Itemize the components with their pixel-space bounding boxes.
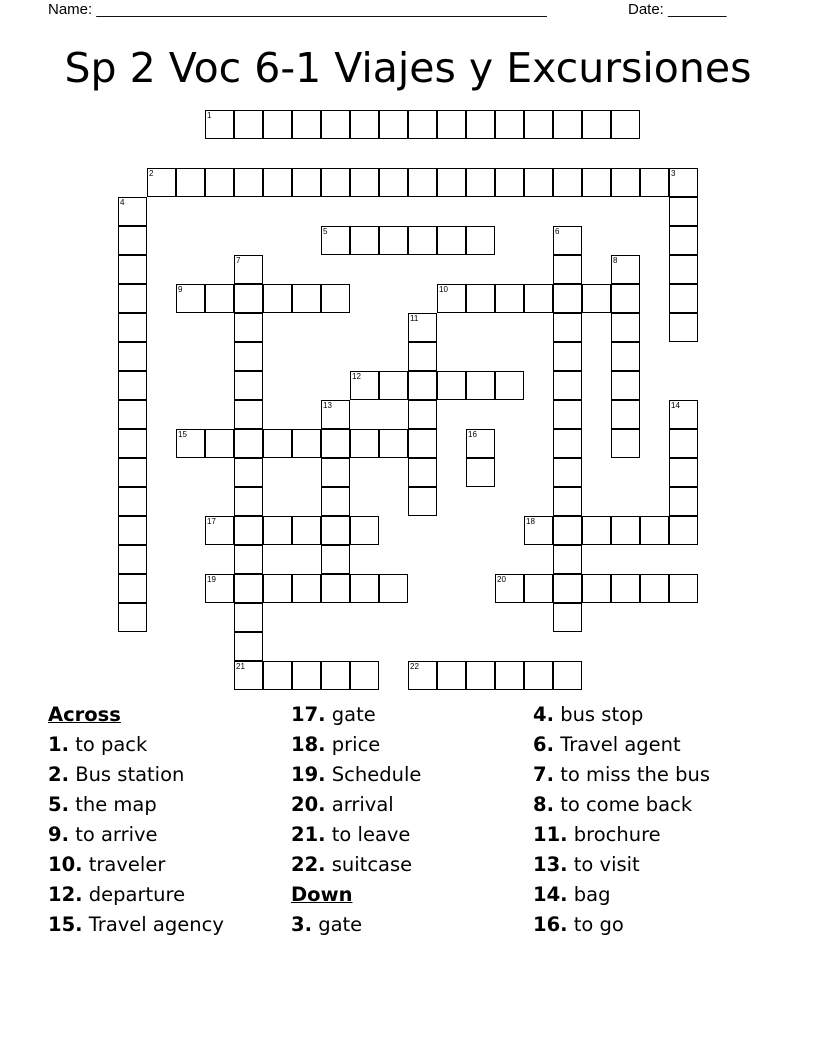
clue-number: 1. — [48, 733, 69, 756]
grid-cell[interactable] — [437, 661, 466, 690]
grid-cell[interactable] — [263, 661, 292, 690]
clue-text: Schedule — [331, 763, 422, 786]
grid-cell[interactable] — [524, 661, 553, 690]
clue-number: 18. — [291, 733, 326, 756]
grid-cell[interactable] — [118, 284, 147, 313]
grid-cell[interactable] — [669, 487, 698, 516]
grid-cell[interactable] — [118, 516, 147, 545]
clue-section-heading — [48, 700, 224, 730]
clue-number: 3. — [291, 913, 312, 936]
grid-cell[interactable] — [205, 110, 234, 139]
grid-cell[interactable] — [205, 574, 234, 603]
grid-cell[interactable] — [524, 110, 553, 139]
clue-item — [48, 730, 224, 760]
grid-cell[interactable] — [350, 429, 379, 458]
grid-cell[interactable] — [669, 168, 698, 197]
grid-cell[interactable] — [466, 284, 495, 313]
clue-item — [291, 730, 421, 760]
cell-number: 1 — [207, 111, 212, 120]
clue-number: 13. — [533, 853, 568, 876]
grid-cell[interactable] — [466, 429, 495, 458]
clue-number: 16. — [533, 913, 568, 936]
grid-cell[interactable] — [118, 603, 147, 632]
grid-cell[interactable] — [292, 661, 321, 690]
grid-cell[interactable] — [234, 371, 263, 400]
grid-cell[interactable] — [669, 284, 698, 313]
grid-cell[interactable] — [379, 371, 408, 400]
grid-cell[interactable] — [118, 226, 147, 255]
grid-cell[interactable] — [234, 574, 263, 603]
clue-item — [533, 910, 710, 940]
grid-cell[interactable] — [466, 371, 495, 400]
grid-cell[interactable] — [234, 661, 263, 690]
grid-cell[interactable] — [582, 284, 611, 313]
grid-cell[interactable] — [350, 168, 379, 197]
grid-cell[interactable] — [582, 516, 611, 545]
grid-cell[interactable] — [553, 168, 582, 197]
grid-cell[interactable] — [234, 255, 263, 284]
clue-number: 12. — [48, 883, 83, 906]
cell-number: 22 — [410, 662, 419, 671]
grid-cell[interactable] — [263, 516, 292, 545]
grid-cell[interactable] — [118, 574, 147, 603]
clue-text: bus stop — [560, 703, 644, 726]
clue-text: to pack — [75, 733, 148, 756]
clue-item — [533, 790, 710, 820]
cell-number: 5 — [323, 227, 328, 236]
grid-cell[interactable] — [553, 545, 582, 574]
grid-cell[interactable] — [408, 168, 437, 197]
grid-cell[interactable] — [118, 400, 147, 429]
grid-cell[interactable] — [321, 574, 350, 603]
clue-text: price — [331, 733, 381, 756]
grid-cell[interactable] — [408, 487, 437, 516]
clue-item — [533, 700, 710, 730]
clue-text: arrival — [331, 793, 394, 816]
grid-cell[interactable] — [321, 400, 350, 429]
grid-cell[interactable] — [669, 226, 698, 255]
cell-number: 20 — [497, 575, 506, 584]
grid-cell[interactable] — [234, 516, 263, 545]
cell-number: 8 — [613, 256, 618, 265]
grid-cell[interactable] — [147, 168, 176, 197]
grid-cell[interactable] — [611, 313, 640, 342]
grid-cell[interactable] — [524, 284, 553, 313]
cell-number: 17 — [207, 517, 216, 526]
grid-cell[interactable] — [553, 371, 582, 400]
cell-number: 9 — [178, 285, 183, 294]
grid-cell[interactable] — [611, 255, 640, 284]
grid-cell[interactable] — [292, 574, 321, 603]
grid-cell[interactable] — [437, 168, 466, 197]
clue-number: 7. — [533, 763, 554, 786]
cell-number: 14 — [671, 401, 680, 410]
cell-number: 11 — [410, 314, 419, 323]
clue-text: Travel agent — [560, 733, 681, 756]
grid-cell[interactable] — [292, 284, 321, 313]
clue-item — [48, 790, 224, 820]
grid-cell[interactable] — [408, 371, 437, 400]
grid-cell[interactable] — [321, 458, 350, 487]
grid-cell[interactable] — [611, 429, 640, 458]
clue-text: Travel agency — [88, 913, 224, 936]
clue-text: to arrive — [75, 823, 158, 846]
grid-cell[interactable] — [408, 458, 437, 487]
grid-cell[interactable] — [437, 284, 466, 313]
grid-cell[interactable] — [234, 400, 263, 429]
clue-text: to come back — [560, 793, 693, 816]
cell-number: 2 — [149, 169, 154, 178]
grid-cell[interactable] — [205, 168, 234, 197]
clue-text: to leave — [331, 823, 411, 846]
clue-item — [291, 820, 421, 850]
clue-item — [533, 730, 710, 760]
grid-cell[interactable] — [292, 429, 321, 458]
clue-item — [291, 790, 421, 820]
grid-cell[interactable] — [234, 603, 263, 632]
grid-cell[interactable] — [321, 516, 350, 545]
grid-cell[interactable] — [118, 458, 147, 487]
grid-cell[interactable] — [553, 313, 582, 342]
grid-cell[interactable] — [466, 661, 495, 690]
clue-text: the map — [75, 793, 157, 816]
clue-item — [533, 880, 710, 910]
grid-cell[interactable] — [553, 226, 582, 255]
clue-number: 10. — [48, 853, 83, 876]
grid-cell[interactable] — [118, 342, 147, 371]
grid-cell[interactable] — [379, 110, 408, 139]
date-field[interactable]: Date: _______ — [628, 1, 727, 18]
grid-cell[interactable] — [234, 168, 263, 197]
grid-cell[interactable] — [118, 255, 147, 284]
clue-item — [533, 850, 710, 880]
grid-cell[interactable] — [292, 168, 321, 197]
cell-number: 15 — [178, 430, 187, 439]
grid-cell[interactable] — [640, 516, 669, 545]
grid-cell[interactable] — [118, 371, 147, 400]
grid-cell[interactable] — [553, 284, 582, 313]
grid-cell[interactable] — [379, 226, 408, 255]
clue-item — [533, 820, 710, 850]
grid-cell[interactable] — [582, 574, 611, 603]
clue-text: gate — [318, 913, 363, 936]
clue-section-heading — [291, 880, 421, 910]
grid-cell[interactable] — [408, 661, 437, 690]
clue-text: suitcase — [331, 853, 413, 876]
clue-item — [48, 880, 224, 910]
grid-cell[interactable] — [611, 342, 640, 371]
grid-cell[interactable] — [234, 313, 263, 342]
grid-cell[interactable] — [408, 342, 437, 371]
clue-number: 5. — [48, 793, 69, 816]
clue-number: 19. — [291, 763, 326, 786]
grid-cell[interactable] — [553, 574, 582, 603]
grid-cell[interactable] — [321, 168, 350, 197]
grid-cell[interactable] — [553, 516, 582, 545]
grid-cell[interactable] — [553, 429, 582, 458]
grid-cell[interactable] — [553, 603, 582, 632]
cell-number: 7 — [236, 256, 241, 265]
grid-cell[interactable] — [437, 110, 466, 139]
grid-cell[interactable] — [669, 255, 698, 284]
grid-cell[interactable] — [118, 313, 147, 342]
grid-cell[interactable] — [495, 110, 524, 139]
clue-number: 20. — [291, 793, 326, 816]
grid-cell[interactable] — [205, 284, 234, 313]
cell-number: 12 — [352, 372, 361, 381]
grid-cell[interactable] — [118, 429, 147, 458]
clue-number: 22. — [291, 853, 326, 876]
grid-cell[interactable] — [379, 429, 408, 458]
clue-number: 21. — [291, 823, 326, 846]
grid-cell[interactable] — [234, 429, 263, 458]
cell-number: 10 — [439, 285, 448, 294]
grid-cell[interactable] — [321, 429, 350, 458]
clue-item — [48, 850, 224, 880]
grid-cell[interactable] — [437, 226, 466, 255]
grid-cell[interactable] — [321, 226, 350, 255]
grid-cell[interactable] — [350, 574, 379, 603]
clue-number: 14. — [533, 883, 568, 906]
grid-cell[interactable] — [611, 371, 640, 400]
grid-cell[interactable] — [495, 661, 524, 690]
grid-cell[interactable] — [118, 197, 147, 226]
grid-cell[interactable] — [553, 661, 582, 690]
cell-number: 3 — [671, 169, 676, 178]
grid-cell[interactable] — [669, 458, 698, 487]
clue-item — [291, 700, 421, 730]
grid-cell[interactable] — [350, 371, 379, 400]
clue-item — [48, 760, 224, 790]
clue-number: 8. — [533, 793, 554, 816]
grid-cell[interactable] — [408, 110, 437, 139]
clue-text: to miss the bus — [560, 763, 710, 786]
grid-cell[interactable] — [379, 168, 408, 197]
grid-cell[interactable] — [263, 574, 292, 603]
grid-cell[interactable] — [582, 110, 611, 139]
clue-text: to go — [573, 913, 624, 936]
grid-cell[interactable] — [553, 487, 582, 516]
grid-cell[interactable] — [321, 661, 350, 690]
grid-cell[interactable] — [408, 313, 437, 342]
grid-cell[interactable] — [669, 516, 698, 545]
grid-cell[interactable] — [118, 487, 147, 516]
clue-number: 11. — [533, 823, 568, 846]
grid-cell[interactable] — [669, 400, 698, 429]
grid-cell[interactable] — [350, 661, 379, 690]
grid-cell[interactable] — [495, 284, 524, 313]
clues-column-2 — [291, 700, 421, 940]
grid-cell[interactable] — [524, 516, 553, 545]
grid-cell[interactable] — [466, 458, 495, 487]
grid-cell[interactable] — [118, 545, 147, 574]
clue-number: 17. — [291, 703, 326, 726]
grid-cell[interactable] — [321, 110, 350, 139]
grid-cell[interactable] — [263, 110, 292, 139]
grid-cell[interactable] — [205, 429, 234, 458]
clue-number: 2. — [48, 763, 69, 786]
cell-number: 4 — [120, 198, 125, 207]
clue-item — [291, 850, 421, 880]
grid-cell[interactable] — [553, 400, 582, 429]
grid-cell[interactable] — [350, 110, 379, 139]
grid-cell[interactable] — [234, 487, 263, 516]
grid-cell[interactable] — [176, 284, 205, 313]
grid-cell[interactable] — [408, 400, 437, 429]
grid-cell[interactable] — [495, 371, 524, 400]
clue-item — [291, 760, 421, 790]
grid-cell[interactable] — [408, 429, 437, 458]
cell-number: 19 — [207, 575, 216, 584]
grid-cell[interactable] — [379, 574, 408, 603]
grid-cell[interactable] — [176, 168, 205, 197]
clue-text: bag — [573, 883, 611, 906]
grid-cell[interactable] — [321, 545, 350, 574]
clue-text: traveler — [88, 853, 166, 876]
section-heading-text: Down — [291, 883, 353, 906]
grid-cell[interactable] — [263, 429, 292, 458]
grid-cell[interactable] — [234, 342, 263, 371]
clue-number: 4. — [533, 703, 554, 726]
grid-cell[interactable] — [611, 284, 640, 313]
grid-cell[interactable] — [611, 516, 640, 545]
grid-cell[interactable] — [263, 284, 292, 313]
grid-cell[interactable] — [553, 458, 582, 487]
grid-cell[interactable] — [321, 487, 350, 516]
page-title: Sp 2 Voc 6-1 Viajes y Excursiones — [64, 44, 752, 92]
grid-cell[interactable] — [640, 574, 669, 603]
grid-cell[interactable] — [553, 342, 582, 371]
grid-cell[interactable] — [553, 255, 582, 284]
clue-item — [533, 760, 710, 790]
grid-cell[interactable] — [582, 168, 611, 197]
clue-text: gate — [331, 703, 376, 726]
clue-item — [48, 910, 224, 940]
grid-cell[interactable] — [408, 226, 437, 255]
clue-text: to visit — [573, 853, 640, 876]
grid-cell[interactable] — [611, 168, 640, 197]
clue-number: 15. — [48, 913, 83, 936]
cell-number: 18 — [526, 517, 535, 526]
grid-cell[interactable] — [669, 313, 698, 342]
grid-cell[interactable] — [234, 545, 263, 574]
grid-cell[interactable] — [205, 516, 234, 545]
clue-text: brochure — [573, 823, 661, 846]
clue-item — [48, 820, 224, 850]
name-field[interactable]: Name: ______________________________________________________ — [48, 1, 547, 18]
grid-cell[interactable] — [611, 574, 640, 603]
clue-text: Bus station — [75, 763, 185, 786]
grid-cell[interactable] — [292, 516, 321, 545]
grid-cell[interactable] — [495, 168, 524, 197]
clues-column-1 — [48, 700, 224, 940]
clue-item — [291, 910, 421, 940]
grid-cell[interactable] — [466, 168, 495, 197]
grid-cell[interactable] — [263, 168, 292, 197]
clue-number: 9. — [48, 823, 69, 846]
grid-cell[interactable] — [350, 226, 379, 255]
cell-number: 21 — [236, 662, 245, 671]
grid-cell[interactable] — [437, 371, 466, 400]
clue-text: departure — [88, 883, 186, 906]
grid-cell[interactable] — [611, 400, 640, 429]
grid-cell[interactable] — [234, 110, 263, 139]
cell-number: 16 — [468, 430, 477, 439]
cell-number: 13 — [323, 401, 332, 410]
grid-cell[interactable] — [234, 632, 263, 661]
section-heading-text: Across — [48, 703, 121, 726]
grid-cell[interactable] — [234, 284, 263, 313]
grid-cell[interactable] — [669, 197, 698, 226]
grid-cell[interactable] — [640, 168, 669, 197]
grid-cell[interactable] — [669, 574, 698, 603]
clues-column-3 — [533, 700, 710, 940]
grid-cell[interactable] — [292, 110, 321, 139]
grid-cell[interactable] — [176, 429, 205, 458]
cell-number: 6 — [555, 227, 560, 236]
grid-cell[interactable] — [350, 516, 379, 545]
grid-cell[interactable] — [234, 458, 263, 487]
grid-cell[interactable] — [466, 110, 495, 139]
grid-cell[interactable] — [611, 110, 640, 139]
grid-cell[interactable] — [495, 574, 524, 603]
grid-cell[interactable] — [553, 110, 582, 139]
grid-cell[interactable] — [524, 574, 553, 603]
grid-cell[interactable] — [669, 429, 698, 458]
clue-number: 6. — [533, 733, 554, 756]
grid-cell[interactable] — [466, 226, 495, 255]
grid-cell[interactable] — [524, 168, 553, 197]
grid-cell[interactable] — [321, 284, 350, 313]
